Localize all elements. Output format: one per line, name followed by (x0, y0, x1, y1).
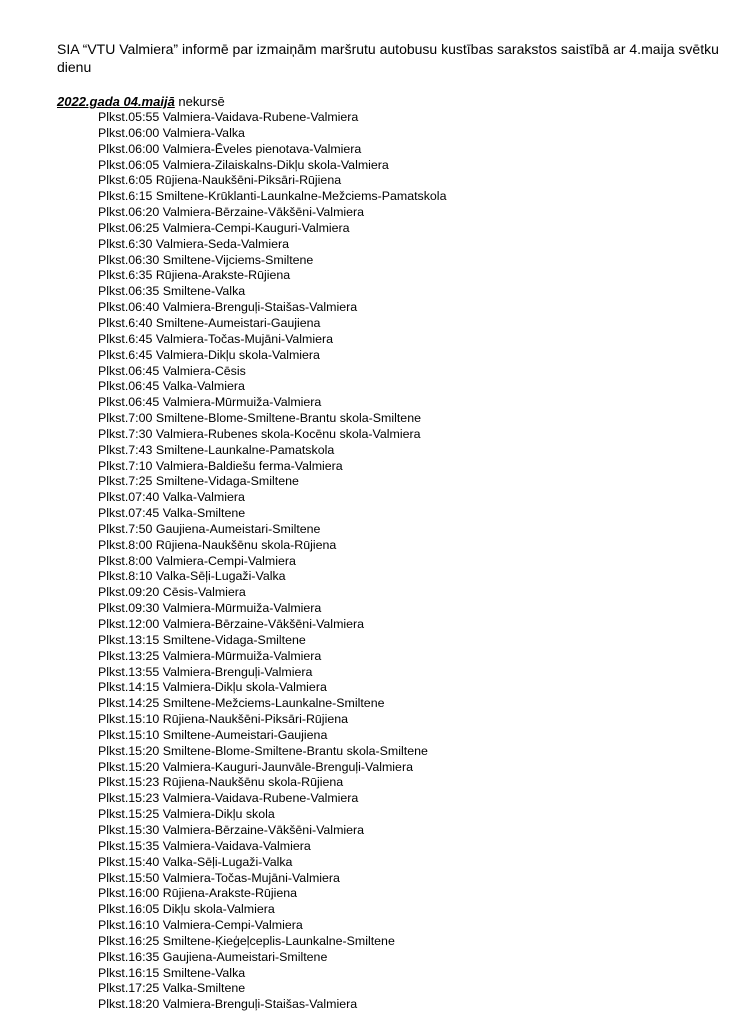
route-item: Plkst.06:30 Smiltene-Vijciems-Smiltene (98, 252, 314, 267)
route-item: Plkst.15:23 Rūjiena-Naukšēnu skola-Rūjiena (98, 775, 344, 790)
route-item: Plkst.15:40 Valka-Sēļi-Lugaži-Valka (98, 854, 293, 869)
route-item: Plkst.7:50 Gaujiena-Aumeistari-Smiltene (98, 521, 321, 536)
route-item: Plkst.6:40 Smiltene-Aumeistari-Gaujiena (98, 315, 321, 330)
route-item: Plkst.14:15 Valmiera-Dikļu skola-Valmiera (98, 680, 327, 695)
route-item: Plkst.06:00 Valmiera-Ēveles pienotava-Valmiera (98, 141, 362, 156)
route-item: Plkst.06:45 Valmiera-Mūrmuiža-Valmiera (98, 395, 322, 410)
route-item: Plkst.06:20 Valmiera-Bērzaine-Vākšēni-Valmiera (98, 205, 365, 220)
route-item: Plkst.16:00 Rūjiena-Arakste-Rūjiena (98, 886, 298, 901)
route-item: Plkst.15:20 Valmiera-Kauguri-Jaunvāle-Brenguļi-Valmiera (98, 759, 413, 774)
route-item: Plkst.7:00 Smiltene-Blome-Smiltene-Brantu skola-Smiltene (98, 411, 421, 426)
route-item: Plkst.15:10 Rūjiena-Naukšēni-Piksāri-Rūjiena (98, 712, 348, 727)
date-heading: 2022.gada 04.maijā (57, 94, 175, 109)
route-item: Plkst.13:55 Valmiera-Brenguļi-Valmiera (98, 664, 313, 679)
date-suffix: nekursē (174, 94, 225, 109)
route-item: Plkst.16:15 Smiltene-Valka (98, 965, 246, 980)
route-item: Plkst.16:35 Gaujiena-Aumeistari-Smiltene (98, 949, 328, 964)
date-line (57, 94, 225, 110)
route-item: Plkst.15:30 Valmiera-Bērzaine-Vākšēni-Valmiera (98, 822, 365, 837)
route-list (98, 110, 446, 1013)
route-item: Plkst.15:20 Smiltene-Blome-Smiltene-Brantu skola-Smiltene (98, 743, 428, 758)
route-item: Plkst.14:25 Smiltene-Mežciems-Launkalne-Smiltene (98, 696, 385, 711)
route-item: Plkst.15:50 Valmiera-Točas-Mujāni-Valmiera (98, 870, 340, 885)
route-item: Plkst.06:35 Smiltene-Valka (98, 284, 246, 299)
route-item: Plkst.6:45 Valmiera-Točas-Mujāni-Valmiera (98, 331, 334, 346)
route-item: Plkst.7:43 Smiltene-Launkalne-Pamatskola (98, 442, 335, 457)
route-item: Plkst.15:10 Smiltene-Aumeistari-Gaujiena (98, 727, 328, 742)
route-item: Plkst.6:35 Rūjiena-Arakste-Rūjiena (98, 268, 291, 283)
route-item: Plkst.17:25 Valka-Smiltene (98, 981, 246, 996)
route-item: Plkst.13:15 Smiltene-Vidaga-Smiltene (98, 632, 306, 647)
route-item: Plkst.7:10 Valmiera-Baldiešu ferma-Valmiera (98, 458, 343, 473)
route-item: Plkst.7:25 Smiltene-Vidaga-Smiltene (98, 474, 299, 489)
route-item: Plkst.8:00 Valmiera-Cempi-Valmiera (98, 553, 296, 568)
route-item: Plkst.15:25 Valmiera-Dikļu skola (98, 807, 275, 822)
route-item: Plkst.06:45 Valmiera-Cēsis (98, 363, 246, 378)
route-item: Plkst.16:10 Valmiera-Cempi-Valmiera (98, 918, 303, 933)
route-item: Plkst.09:30 Valmiera-Mūrmuiža-Valmiera (98, 601, 322, 616)
route-item: Plkst.13:25 Valmiera-Mūrmuiža-Valmiera (98, 648, 322, 663)
route-item: Plkst.06:25 Valmiera-Cempi-Kauguri-Valmiera (98, 220, 350, 235)
route-item: Plkst.15:35 Valmiera-Vaidava-Valmiera (98, 838, 311, 853)
route-item: Plkst.12:00 Valmiera-Bērzaine-Vākšēni-Valmiera (98, 617, 365, 631)
route-item: Plkst.09:20 Cēsis-Valmiera (98, 585, 246, 600)
route-item: Plkst.18:20 Valmiera-Brenguļi-Staišas-Valmiera (98, 997, 358, 1012)
route-item: Plkst.6:15 Smiltene-Krūklanti-Launkalne-Mežciems-Pamatskola (98, 189, 447, 204)
intro-paragraph: SIA “VTU Valmiera” informē par izmaiņām maršrutu autobusu kustības sarakstos saistībā ar 4.maija svētku dienu (57, 41, 719, 75)
route-item: Plkst.16:25 Smiltene-Ķieģeļceplis-Launkalne-Smiltene (98, 933, 395, 948)
route-item: Plkst.06:45 Valka-Valmiera (98, 379, 245, 394)
route-item: Plkst.16:05 Dikļu skola-Valmiera (98, 902, 275, 917)
route-item: Plkst.7:30 Valmiera-Rubenes skola-Kocēnu skola-Valmiera (98, 426, 421, 441)
route-item: Plkst.07:45 Valka-Smiltene (98, 506, 246, 521)
route-item: Plkst.8:00 Rūjiena-Naukšēnu skola-Rūjiena (98, 537, 337, 552)
route-item: Plkst.07:40 Valka-Valmiera (98, 490, 245, 505)
route-item: Plkst.06:00 Valmiera-Valka (98, 125, 245, 140)
route-item: Plkst.6:45 Valmiera-Dikļu skola-Valmiera (98, 347, 320, 362)
route-item: Plkst.05:55 Valmiera-Vaidava-Rubene-Valmiera (98, 110, 359, 124)
route-item: Plkst.6:05 Rūjiena-Naukšēni-Piksāri-Rūjiena (98, 173, 342, 188)
route-item: Plkst.15:23 Valmiera-Vaidava-Rubene-Valmiera (98, 791, 359, 806)
route-item: Plkst.8:10 Valka-Sēļi-Lugaži-Valka (98, 569, 286, 584)
route-item: Plkst.06:40 Valmiera-Brenguļi-Staišas-Valmiera (98, 300, 358, 315)
route-item: Plkst.06:05 Valmiera-Zilaiskalns-Dikļu skola-Valmiera (98, 157, 389, 172)
route-item: Plkst.6:30 Valmiera-Seda-Valmiera (98, 236, 289, 251)
